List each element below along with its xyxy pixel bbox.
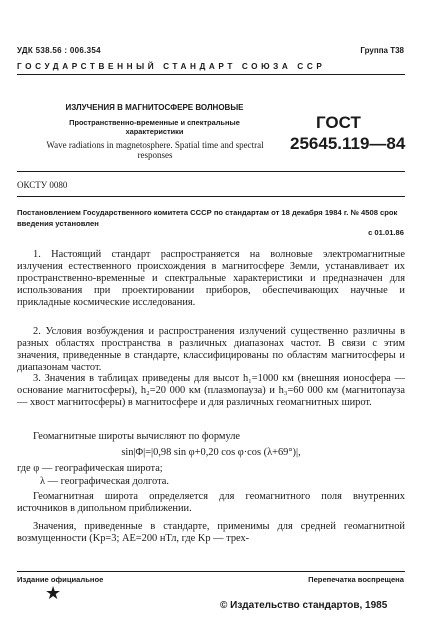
title-en: Wave radiations in magnetosphere. Spatial time and spectral responses [46, 140, 264, 160]
udk-code: УДК 538.56 : 006.354 [17, 46, 101, 55]
banner-rule [17, 74, 405, 75]
effective-date: с 01.01.86 [368, 228, 404, 237]
decree-text: Постановлением Государственного комитета СССР по стандартам от 18 декабря 1984 г. № 4508 срок введения установлен [17, 208, 398, 228]
official-edition: Издание официальное [17, 575, 104, 584]
formula-where-latitude: где φ — географическая широта; [17, 463, 163, 474]
formula-where-longitude: λ — географическая долгота. [40, 476, 169, 487]
paragraph-3: 3. Значения в таблицах приведены для высот h₁=1000 км (внешняя ионосфера — основание магнитосферы), h₂=20 000 км (плазмопауза) и h₃=60 000 км (магнитопауза — хвост магнитосферы) в магнитосфере и для различных геомагнитных широт. [17, 373, 405, 408]
paragraph-2: 2. Условия возбуждения и распространения излучений существенно различны в разных областях пространства в различных диапазонах частот. В связи с этим значения, приведенные в стандарте, классифицированы по областям магнитосферы и диапазонам частот. [17, 326, 405, 373]
paragraph-5: Геомагнитная широта определяется для геомагнитного поля внутренних источников в дипольном приближении. [17, 491, 405, 514]
okstu-code: ОКСТУ 0080 [17, 180, 68, 190]
group-code: Группа Т38 [360, 46, 404, 55]
star-icon: ★ [45, 583, 62, 603]
formula-intro: Геомагнитные широты вычисляют по формуле [33, 431, 240, 442]
gost-number: 25645.119—84 [290, 134, 406, 153]
subtitle-ru: Пространственно-временные и спектральные характеристики [69, 118, 240, 136]
paragraph-6: Значения, приведенные в стандарте, применимы для средней геомагнитной возмущенности (Kр=3; AE=200 нТл, где Kр — трех- [17, 521, 405, 544]
gost-label: ГОСТ [316, 113, 361, 132]
paragraph-1: 1. Настоящий стандарт распространяется на волновые электромагнитные излучения естественного происхождения в магнитосфере Земли, устанавливает их пространственно-временные и спектральные характеристики и предназначен для использования при проектировании приборов, обеспечивающих научные и прикладные космические исследования. [17, 249, 405, 308]
copyright: © Издательство стандартов, 1985 [220, 600, 388, 611]
footer-rule [17, 571, 405, 572]
standard-banner: ГОСУДАРСТВЕННЫЙ СТАНДАРТ СОЮЗА ССР [17, 62, 326, 71]
formula: sin|Φ|=|0,98 sin φ+0,20 cos φ·cos (λ+69°)|, [121, 447, 301, 458]
title-rule [17, 171, 405, 172]
reprint-prohibited: Перепечатка воспрещена [308, 575, 404, 584]
okstu-rule [17, 196, 405, 197]
title-ru: ИЗЛУЧЕНИЯ В МАГНИТОСФЕРЕ ВОЛНОВЫЕ [65, 103, 244, 112]
